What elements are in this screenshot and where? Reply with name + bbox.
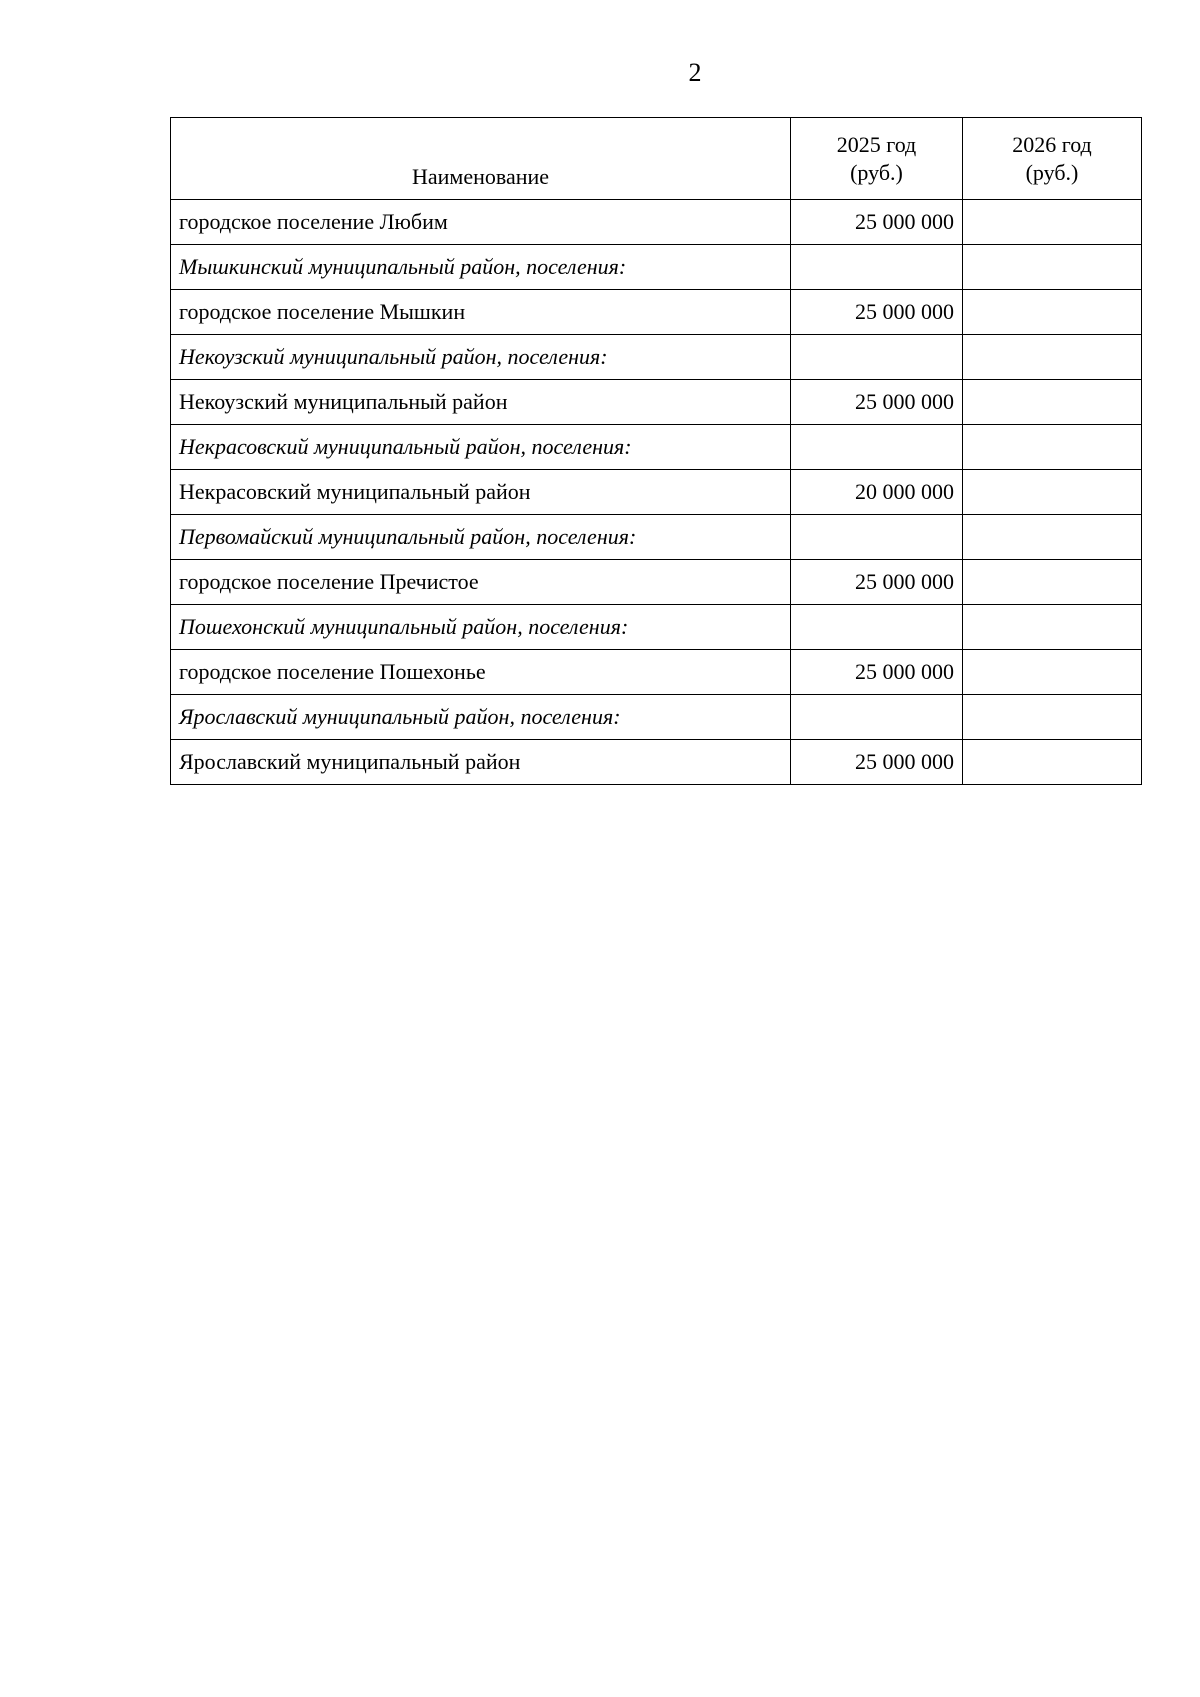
row-name: городское поселение Пошехонье (171, 650, 791, 695)
row-value-2026 (963, 425, 1142, 470)
row-value-2025 (791, 425, 963, 470)
table-row-group-heading (171, 335, 1142, 380)
row-name: городское поселение Любим (171, 200, 791, 245)
column-header-2025-unit: (руб.) (850, 159, 903, 185)
table-header (171, 118, 1142, 200)
column-header-2025-year: 2025 год (836, 131, 917, 157)
row-value-2025: 25 000 000 (791, 380, 963, 425)
row-value-2025: 25 000 000 (791, 740, 963, 785)
row-value-2025: 25 000 000 (791, 200, 963, 245)
table-row (171, 290, 1142, 335)
row-value-2026 (963, 740, 1142, 785)
table-row (171, 560, 1142, 605)
row-value-2026 (963, 380, 1142, 425)
table-row-group-heading (171, 605, 1142, 650)
row-value-2026 (963, 515, 1142, 560)
row-name: Ярославский муниципальный район, поселения: (171, 695, 791, 740)
table-row-group-heading (171, 515, 1142, 560)
row-value-2025: 20 000 000 (791, 470, 963, 515)
column-header-2025 (791, 118, 963, 200)
row-value-2026 (963, 695, 1142, 740)
row-name: Пошехонский муниципальный район, поселения: (171, 605, 791, 650)
table-row-group-heading (171, 425, 1142, 470)
row-value-2026 (963, 470, 1142, 515)
column-header-2026-year: 2026 год (1012, 131, 1092, 157)
row-name: Некоузский муниципальный район (171, 380, 791, 425)
table-row (171, 740, 1142, 785)
table-row (171, 380, 1142, 425)
row-value-2025 (791, 605, 963, 650)
row-value-2026 (963, 290, 1142, 335)
table-row (171, 650, 1142, 695)
row-name: Ярославский муниципальный район (171, 740, 791, 785)
table-row (171, 470, 1142, 515)
row-name: Первомайский муниципальный район, поселения: (171, 515, 791, 560)
table-header-row (171, 118, 1142, 200)
budget-table (170, 117, 1142, 785)
row-value-2025 (791, 515, 963, 560)
row-value-2026 (963, 245, 1142, 290)
row-value-2025: 25 000 000 (791, 650, 963, 695)
row-value-2025 (791, 695, 963, 740)
page-number: 2 (688, 58, 702, 87)
row-value-2025: 25 000 000 (791, 290, 963, 335)
column-header-2026 (963, 118, 1142, 200)
row-name: Мышкинский муниципальный район, поселения: (171, 245, 791, 290)
table-row-group-heading (171, 245, 1142, 290)
row-value-2026 (963, 200, 1142, 245)
row-value-2026 (963, 650, 1142, 695)
row-name: Некрасовский муниципальный район (171, 470, 791, 515)
table-row (171, 200, 1142, 245)
row-value-2026 (963, 560, 1142, 605)
row-value-2025 (791, 335, 963, 380)
column-header-name-label: Наименование (411, 164, 550, 189)
row-name: городское поселение Пречистое (171, 560, 791, 605)
table-body (171, 200, 1142, 785)
row-name: Некрасовский муниципальный район, поселения: (171, 425, 791, 470)
column-header-name (171, 118, 791, 200)
column-header-2026-unit: (руб.) (1025, 159, 1079, 185)
row-name: городское поселение Мышкин (171, 290, 791, 335)
row-value-2026 (963, 335, 1142, 380)
row-value-2025 (791, 245, 963, 290)
row-name: Некоузский муниципальный район, поселения: (171, 335, 791, 380)
table-row-group-heading (171, 695, 1142, 740)
row-value-2025: 25 000 000 (791, 560, 963, 605)
row-value-2026 (963, 605, 1142, 650)
